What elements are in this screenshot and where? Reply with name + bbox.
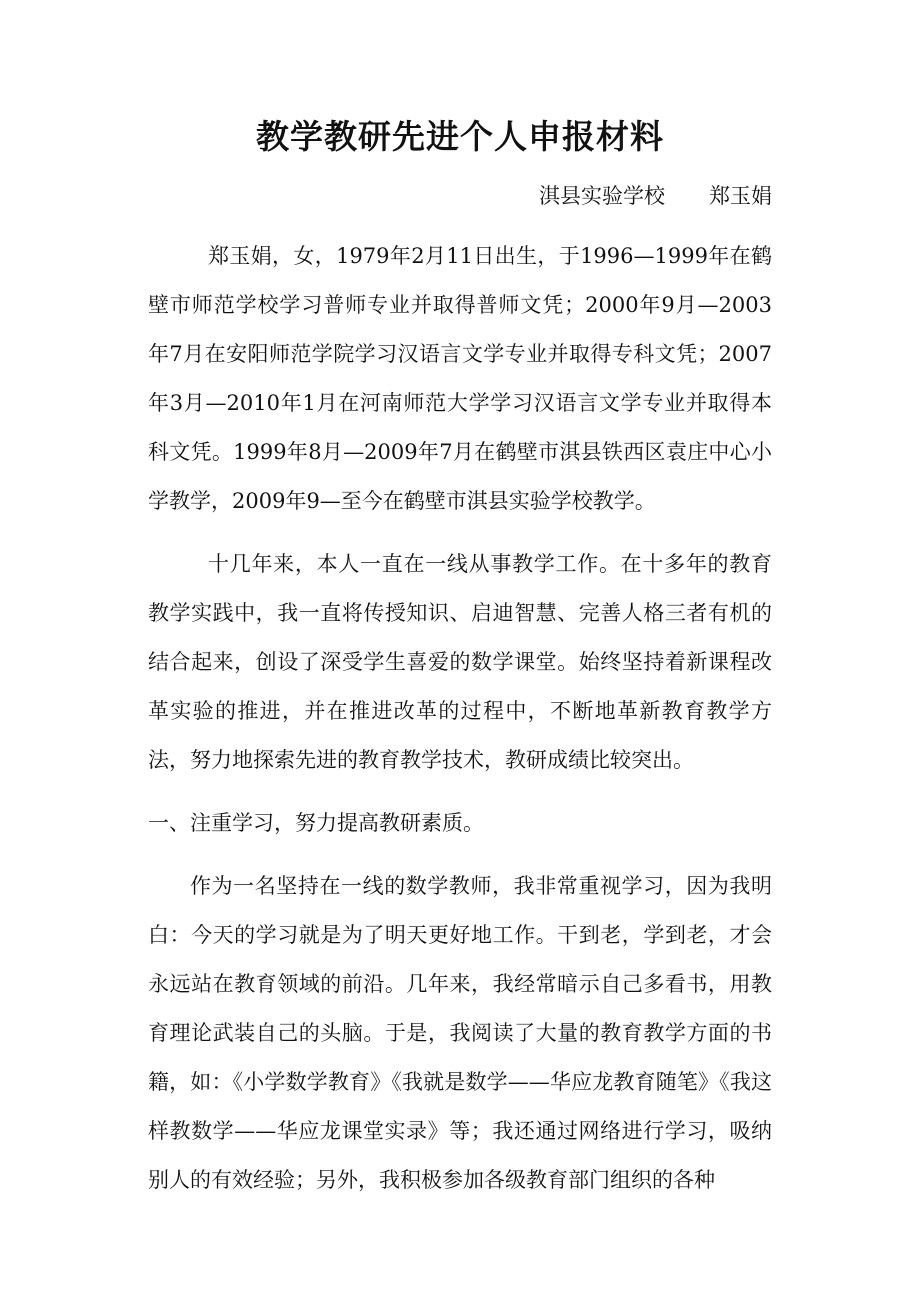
document-title: 教学教研先进个人申报材料 xyxy=(256,117,664,156)
document-body xyxy=(148,232,772,1205)
byline-school: 淇县实验学校 xyxy=(539,184,665,208)
byline-author: 郑玉娟 xyxy=(709,184,772,208)
paragraph-overview: 十几年来，本人一直在一线从事教学工作。在十多年的教育教学实践中，我一直将传授知识、启迪智慧、完善人格三者有机的结合起来，创设了深受学生喜爱的数学课堂。始终坚持着新课程改革实验的推进，并在推进改革的过程中，不断地革新教育教学方法，努力地探索先进的教育教学技术，教研成绩比较突出。 xyxy=(148,552,772,772)
paragraph-biography: 郑玉娟，女，1979年2月11日出生，于1996—1999年在鹤壁市师范学校学习普师专业并取得普师文凭；2000年9月—2003年7月在安阳师范学院学习汉语言文学专业并取得专科文凭；2007年3月—2010年1月在河南师范大学学习汉语言文学专业并取得本科文凭。1999年8月—2009年7月在鹤壁市淇县铁西区袁庄中心小学教学，2009年9—至今在鹤壁市淇县实验学校教学。 xyxy=(148,244,772,513)
byline xyxy=(539,178,772,214)
section-heading-1: 一、注重学习，努力提高教研素质。 xyxy=(148,811,484,835)
paragraph-learning: 作为一名坚持在一线的数学教师，我非常重视学习，因为我明白：今天的学习就是为了明天更好地工作。干到老，学到老，才会永远站在教育领域的前沿。几年来，我经常暗示自己多看书，用教育理论武装自己的头脑。于是，我阅读了大量的教育教学方面的书籍，如：《小学数学教育》《我就是数学——华应龙教育随笔》《我这样教数学——华应龙课堂实录》等；我还通过网络进行学习，吸纳别人的有效经验；另外，我积极参加各级教育部门组织的各种 xyxy=(148,874,772,1192)
